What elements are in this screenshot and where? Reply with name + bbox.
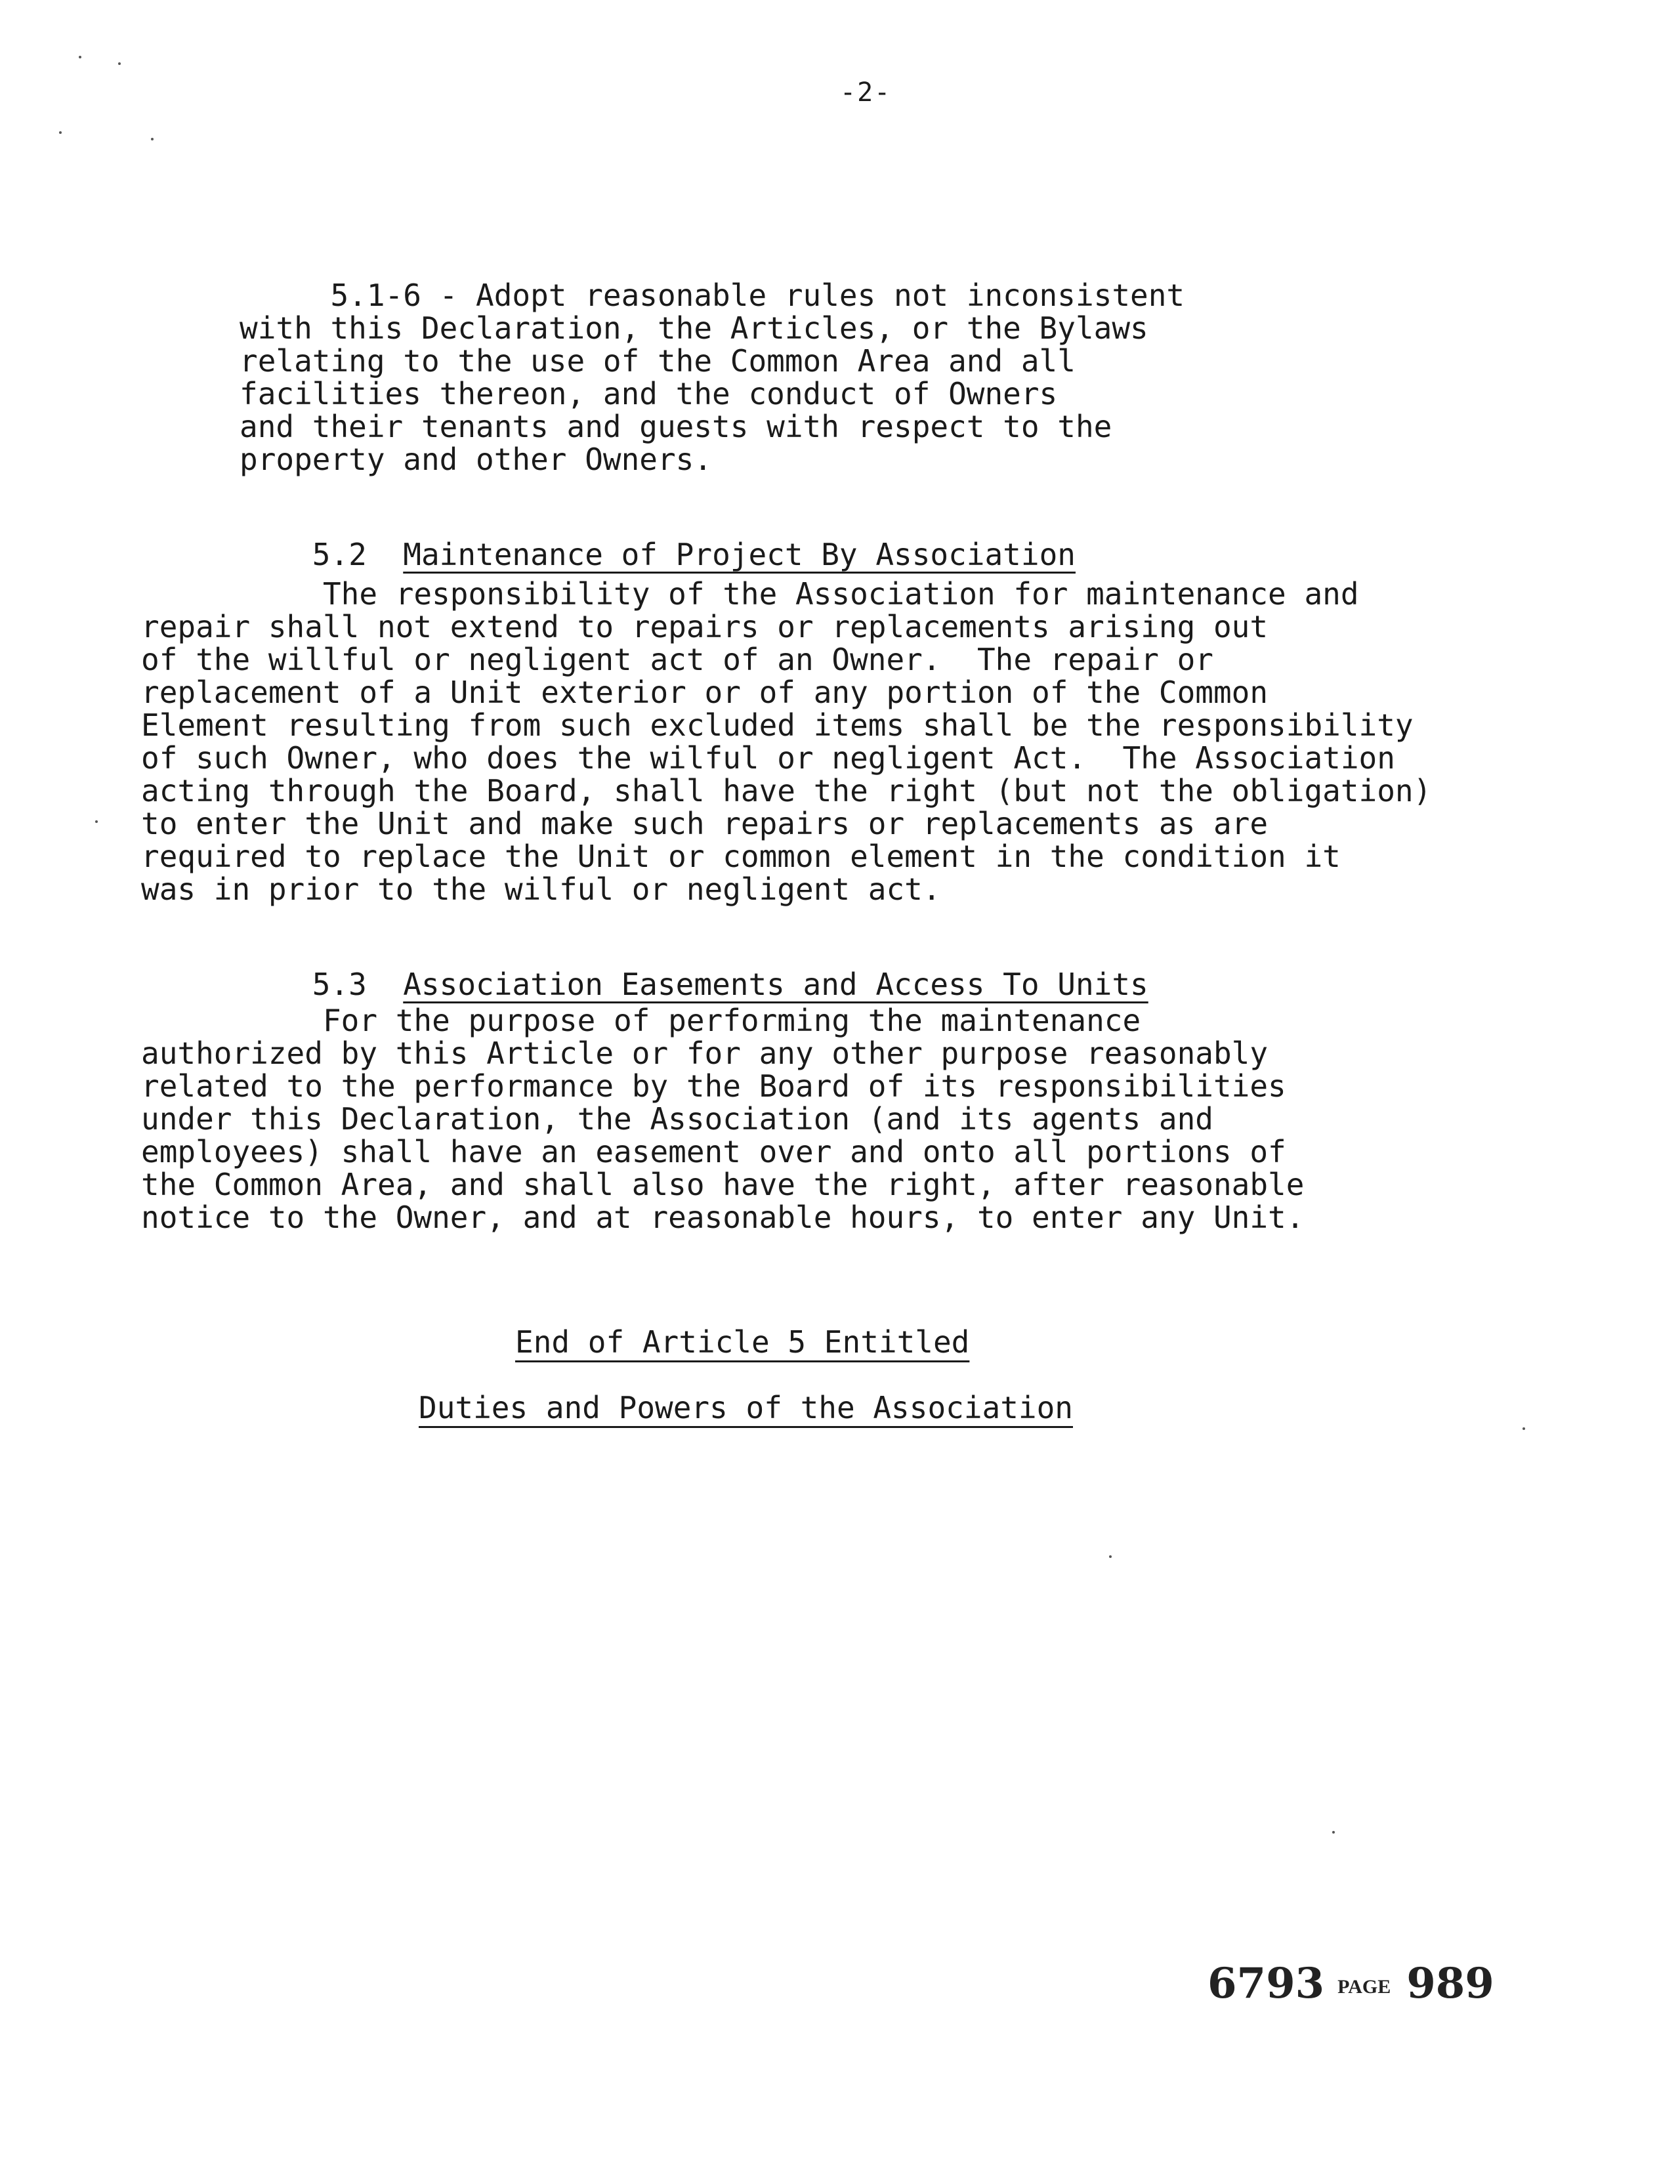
section-5-2-line: of the willful or negligent act of an Owner. The repair or — [141, 642, 1213, 677]
book-number: 6793 — [1208, 1959, 1325, 2008]
section-5-3-line: employees) shall have an easement over and onto all portions of — [141, 1134, 1286, 1169]
scan-speck — [1332, 1831, 1335, 1834]
section-5-2-line: was in prior to the wilful or negligent act. — [141, 872, 941, 907]
section-5-3-number: 5.3 — [312, 967, 367, 1002]
end-of-article-title: Duties and Powers of the Association — [419, 1390, 1073, 1425]
book-page-stamp — [1208, 1959, 1494, 2008]
scan-speck — [151, 138, 154, 140]
section-5-2-line: Element resulting from such excluded items shall be the responsibility — [141, 707, 1414, 743]
section-5-2-line: replacement of a Unit exterior or of any portion of the Common — [141, 675, 1269, 710]
section-5-2-line: required to replace the Unit or common element in the condition it — [141, 839, 1341, 874]
section-5-3-title: Association Easements and Access To Units — [403, 967, 1148, 1002]
page-label: PAGE — [1337, 1975, 1391, 1998]
section-5-2-line: of such Owner, who does the wilful or negligent Act. The Association — [141, 740, 1395, 776]
section-5-1-6-line: and their tenants and guests with respect to the — [240, 409, 1112, 444]
section-5-2-number: 5.2 — [312, 537, 367, 572]
page-number: -2- — [840, 77, 892, 108]
section-5-1-6-line: property and other Owners. — [240, 442, 713, 477]
section-5-3-line: authorized by this Article or for any other purpose reasonably — [141, 1036, 1269, 1071]
section-5-2-line: repair shall not extend to repairs or replacements arising out — [141, 609, 1269, 644]
section-5-1-6-line: 5.1-6 - Adopt reasonable rules not inconsistent — [240, 278, 1185, 313]
section-5-2-title: Maintenance of Project By Association — [403, 537, 1076, 572]
end-of-article-line: End of Article 5 Entitled — [515, 1324, 970, 1360]
section-5-3-line: For the purpose of performing the maintenance — [141, 1003, 1141, 1038]
scan-speck — [118, 62, 121, 65]
section-5-2-line: The responsibility of the Association for maintenance and — [141, 576, 1359, 612]
section-5-2-line: to enter the Unit and make such repairs or replacements as are — [141, 806, 1269, 841]
scan-speck — [59, 131, 62, 134]
section-5-3-line: the Common Area, and shall also have the right, after reasonable — [141, 1167, 1305, 1202]
section-5-1-6-line: relating to the use of the Common Area and all — [240, 343, 1076, 379]
scan-speck — [95, 820, 98, 823]
scan-speck — [1109, 1555, 1112, 1558]
section-5-3-line: related to the performance by the Board of its responsibilities — [141, 1068, 1286, 1104]
section-5-3-line: notice to the Owner, and at reasonable hours, to enter any Unit. — [141, 1200, 1305, 1235]
section-5-3-line: under this Declaration, the Association (and its agents and — [141, 1101, 1213, 1137]
section-5-1-6-line: with this Declaration, the Articles, or the Bylaws — [240, 310, 1148, 346]
page-stamp-number: 989 — [1406, 1959, 1494, 2008]
section-5-1-6-line: facilities thereon, and the conduct of Owners — [240, 376, 1058, 411]
scan-speck — [1522, 1427, 1525, 1430]
section-5-2-line: acting through the Board, shall have the right (but not the obligation) — [141, 773, 1432, 808]
scan-speck — [79, 56, 81, 58]
